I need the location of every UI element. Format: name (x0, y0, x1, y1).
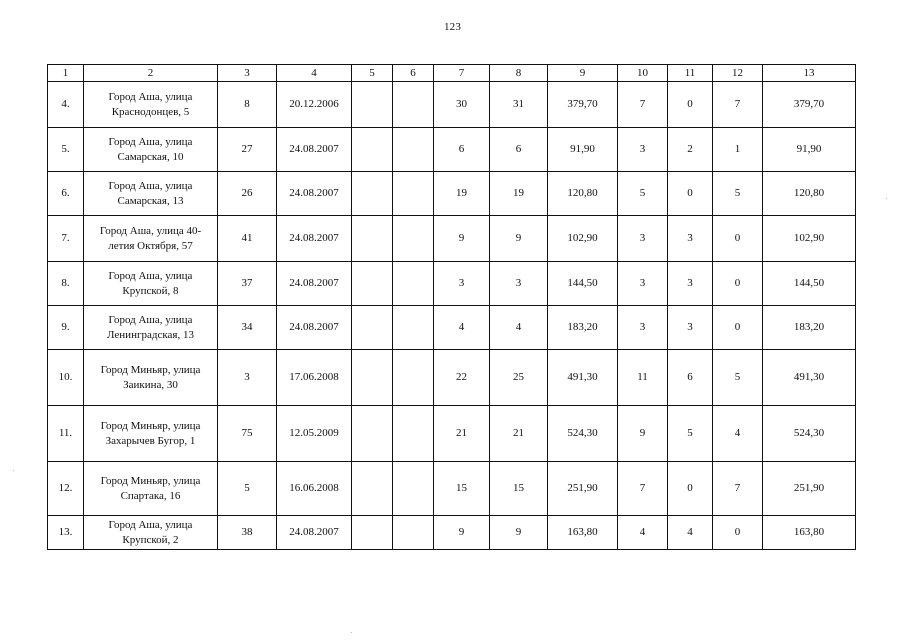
date-cell: 24.08.2007 (277, 216, 352, 262)
col-11-cell: 3 (668, 306, 713, 350)
date-cell: 17.06.2008 (277, 350, 352, 406)
row-number-cell: 12. (48, 462, 84, 516)
date-cell: 16.06.2008 (277, 462, 352, 516)
col-3-cell: 34 (218, 306, 277, 350)
col-7-cell: 9 (434, 216, 490, 262)
table-row (48, 128, 856, 172)
total-area-cell: 183,20 (763, 306, 856, 350)
col-6-cell (393, 462, 434, 516)
col-3-cell: 38 (218, 516, 277, 550)
col-10-cell: 7 (618, 462, 668, 516)
col-6-cell (393, 128, 434, 172)
col-6-cell (393, 350, 434, 406)
col-12-cell: 7 (713, 462, 763, 516)
col-8-cell: 25 (490, 350, 548, 406)
table-row (48, 350, 856, 406)
area-cell: 163,80 (548, 516, 618, 550)
page-number: 123 (443, 21, 462, 33)
col-12-cell: 5 (713, 350, 763, 406)
area-cell: 91,90 (548, 128, 618, 172)
address-cell: Город Аша, улица Самарская, 10 (84, 128, 218, 172)
housing-register-table (47, 64, 856, 550)
col-5-cell (352, 82, 393, 128)
col-11-cell: 0 (668, 82, 713, 128)
total-area-cell: 163,80 (763, 516, 856, 550)
col-5-cell (352, 516, 393, 550)
date-cell: 12.05.2009 (277, 406, 352, 462)
col-11-cell: 4 (668, 516, 713, 550)
column-header-9: 9 (548, 65, 618, 82)
address-cell: Город Аша, улица Крупской, 8 (84, 262, 218, 306)
address-cell: Город Миньяр, улица Захарычев Бугор, 1 (84, 406, 218, 462)
address-cell: Город Аша, улица Краснодонцев, 5 (84, 82, 218, 128)
col-5-cell (352, 406, 393, 462)
scan-speck (351, 632, 352, 633)
col-7-cell: 4 (434, 306, 490, 350)
col-8-cell: 19 (490, 172, 548, 216)
col-8-cell: 4 (490, 306, 548, 350)
table-body (48, 65, 856, 550)
col-3-cell: 26 (218, 172, 277, 216)
date-cell: 20.12.2006 (277, 82, 352, 128)
date-cell: 24.08.2007 (277, 262, 352, 306)
col-6-cell (393, 82, 434, 128)
column-header-3: 3 (218, 65, 277, 82)
col-10-cell: 11 (618, 350, 668, 406)
address-cell: Город Аша, улица 40- летия Октября, 57 (84, 216, 218, 262)
col-6-cell (393, 262, 434, 306)
col-10-cell: 3 (618, 128, 668, 172)
col-6-cell (393, 406, 434, 462)
total-area-cell: 251,90 (763, 462, 856, 516)
col-3-cell: 5 (218, 462, 277, 516)
table-row (48, 262, 856, 306)
area-cell: 491,30 (548, 350, 618, 406)
col-12-cell: 5 (713, 172, 763, 216)
col-6-cell (393, 216, 434, 262)
column-header-2: 2 (84, 65, 218, 82)
table-row (48, 82, 856, 128)
column-header-8: 8 (490, 65, 548, 82)
column-header-13: 13 (763, 65, 856, 82)
col-5-cell (352, 462, 393, 516)
table-row (48, 516, 856, 550)
area-cell: 120,80 (548, 172, 618, 216)
date-cell: 24.08.2007 (277, 516, 352, 550)
col-12-cell: 0 (713, 262, 763, 306)
col-8-cell: 3 (490, 262, 548, 306)
column-header-6: 6 (393, 65, 434, 82)
col-11-cell: 6 (668, 350, 713, 406)
col-10-cell: 4 (618, 516, 668, 550)
col-12-cell: 0 (713, 306, 763, 350)
col-5-cell (352, 172, 393, 216)
area-cell: 379,70 (548, 82, 618, 128)
column-header-4: 4 (277, 65, 352, 82)
column-header-11: 11 (668, 65, 713, 82)
address-cell: Город Аша, улица Крупской, 2 (84, 516, 218, 550)
col-3-cell: 8 (218, 82, 277, 128)
table-row (48, 216, 856, 262)
total-area-cell: 491,30 (763, 350, 856, 406)
col-12-cell: 1 (713, 128, 763, 172)
col-8-cell: 9 (490, 216, 548, 262)
total-area-cell: 91,90 (763, 128, 856, 172)
total-area-cell: 102,90 (763, 216, 856, 262)
col-6-cell (393, 306, 434, 350)
total-area-cell: 379,70 (763, 82, 856, 128)
column-header-12: 12 (713, 65, 763, 82)
row-number-cell: 8. (48, 262, 84, 306)
col-6-cell (393, 172, 434, 216)
area-cell: 183,20 (548, 306, 618, 350)
col-7-cell: 6 (434, 128, 490, 172)
column-header-7: 7 (434, 65, 490, 82)
address-cell: Город Аша, улица Самарская, 13 (84, 172, 218, 216)
col-11-cell: 3 (668, 262, 713, 306)
row-number-cell: 5. (48, 128, 84, 172)
col-7-cell: 30 (434, 82, 490, 128)
date-cell: 24.08.2007 (277, 172, 352, 216)
col-5-cell (352, 262, 393, 306)
col-12-cell: 0 (713, 216, 763, 262)
col-12-cell: 4 (713, 406, 763, 462)
col-7-cell: 19 (434, 172, 490, 216)
table-row (48, 306, 856, 350)
col-8-cell: 15 (490, 462, 548, 516)
col-6-cell (393, 516, 434, 550)
col-5-cell (352, 216, 393, 262)
area-cell: 144,50 (548, 262, 618, 306)
total-area-cell: 144,50 (763, 262, 856, 306)
scan-speck (886, 198, 887, 199)
col-10-cell: 3 (618, 262, 668, 306)
col-8-cell: 9 (490, 516, 548, 550)
table-row (48, 172, 856, 216)
scan-speck (13, 470, 14, 471)
col-3-cell: 37 (218, 262, 277, 306)
col-11-cell: 0 (668, 462, 713, 516)
col-11-cell: 2 (668, 128, 713, 172)
total-area-cell: 120,80 (763, 172, 856, 216)
col-8-cell: 31 (490, 82, 548, 128)
area-cell: 251,90 (548, 462, 618, 516)
col-7-cell: 21 (434, 406, 490, 462)
col-10-cell: 7 (618, 82, 668, 128)
row-number-cell: 9. (48, 306, 84, 350)
row-number-cell: 4. (48, 82, 84, 128)
col-7-cell: 15 (434, 462, 490, 516)
col-10-cell: 3 (618, 216, 668, 262)
area-cell: 102,90 (548, 216, 618, 262)
col-10-cell: 9 (618, 406, 668, 462)
col-11-cell: 3 (668, 216, 713, 262)
address-cell: Город Миньяр, улица Заикина, 30 (84, 350, 218, 406)
col-5-cell (352, 350, 393, 406)
table-row (48, 406, 856, 462)
col-12-cell: 7 (713, 82, 763, 128)
row-number-cell: 11. (48, 406, 84, 462)
col-7-cell: 9 (434, 516, 490, 550)
col-7-cell: 22 (434, 350, 490, 406)
col-10-cell: 5 (618, 172, 668, 216)
date-cell: 24.08.2007 (277, 306, 352, 350)
col-3-cell: 27 (218, 128, 277, 172)
row-number-cell: 7. (48, 216, 84, 262)
row-number-cell: 10. (48, 350, 84, 406)
column-number-row (48, 65, 856, 82)
total-area-cell: 524,30 (763, 406, 856, 462)
col-12-cell: 0 (713, 516, 763, 550)
address-cell: Город Миньяр, улица Спартака, 16 (84, 462, 218, 516)
table-row (48, 462, 856, 516)
row-number-cell: 13. (48, 516, 84, 550)
col-11-cell: 5 (668, 406, 713, 462)
col-11-cell: 0 (668, 172, 713, 216)
row-number-cell: 6. (48, 172, 84, 216)
col-5-cell (352, 306, 393, 350)
col-8-cell: 6 (490, 128, 548, 172)
column-header-5: 5 (352, 65, 393, 82)
col-3-cell: 41 (218, 216, 277, 262)
col-8-cell: 21 (490, 406, 548, 462)
col-7-cell: 3 (434, 262, 490, 306)
col-3-cell: 75 (218, 406, 277, 462)
column-header-1: 1 (48, 65, 84, 82)
col-5-cell (352, 128, 393, 172)
column-header-10: 10 (618, 65, 668, 82)
col-10-cell: 3 (618, 306, 668, 350)
date-cell: 24.08.2007 (277, 128, 352, 172)
area-cell: 524,30 (548, 406, 618, 462)
col-3-cell: 3 (218, 350, 277, 406)
address-cell: Город Аша, улица Ленинградская, 13 (84, 306, 218, 350)
